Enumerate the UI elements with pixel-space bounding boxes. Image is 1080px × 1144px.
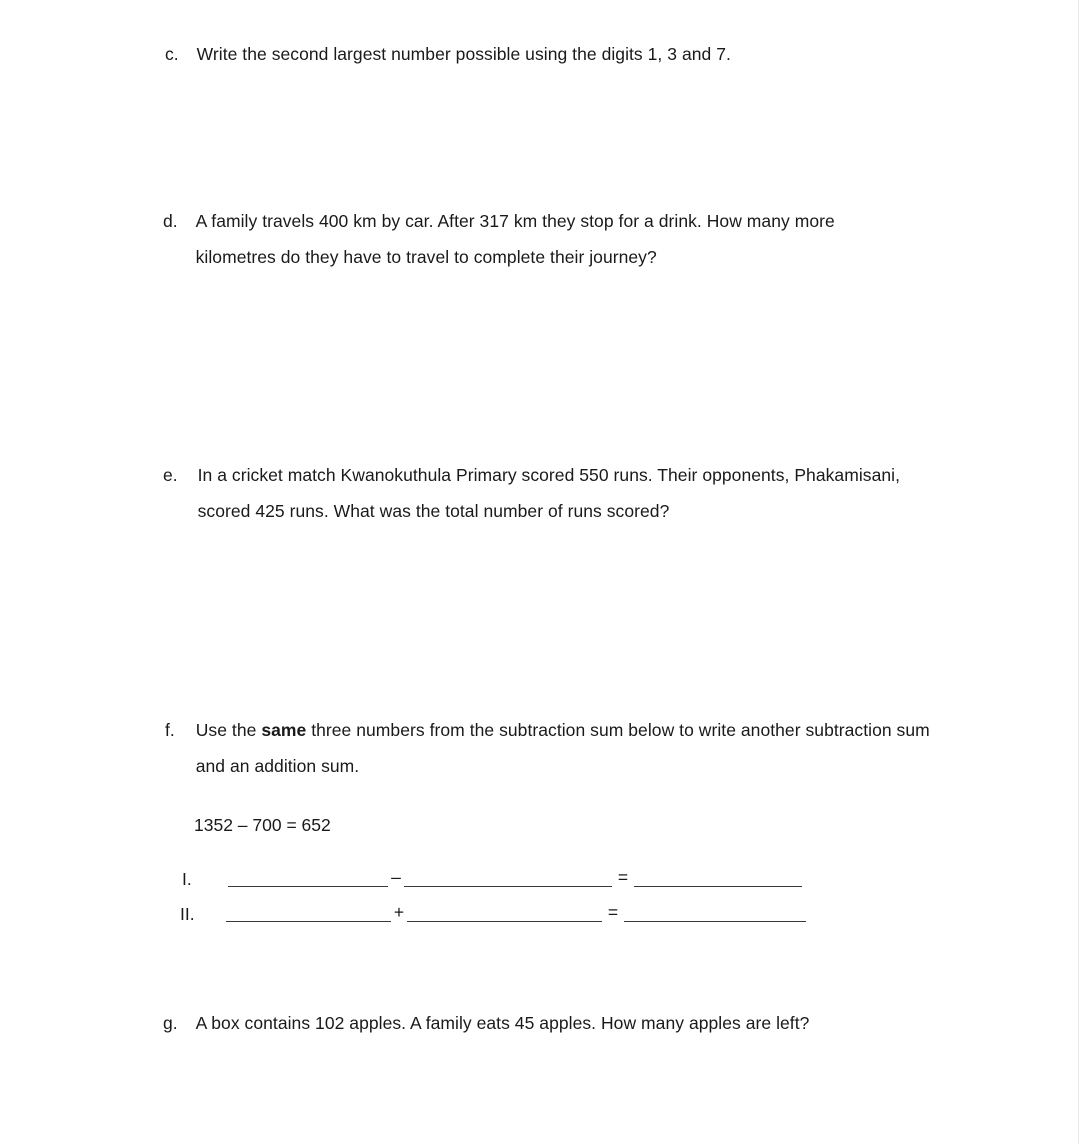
fill-row-i — [182, 868, 802, 890]
question-e-text: In a cricket match Kwanokuthula Primary scored 550 runs. Their opponents, Phakamisani, scored 425 runs. What was the total number of runs scored? — [197, 465, 900, 521]
fill-row-ii-blank-2[interactable] — [407, 905, 602, 922]
question-d-marker: d. — [163, 211, 178, 231]
question-g-marker: g. — [163, 1013, 178, 1033]
question-g-text: A box contains 102 apples. A family eats 45 apples. How many apples are left? — [195, 1013, 810, 1033]
question-e — [163, 457, 935, 529]
question-f — [165, 712, 950, 784]
question-c-text: Write the second largest number possible using the digits 1, 3 and 7. — [196, 44, 731, 64]
fill-row-i-numeral: I. — [182, 869, 192, 889]
fill-row-ii-blank-1[interactable] — [226, 905, 391, 922]
question-f-marker: f. — [165, 720, 175, 740]
question-e-marker: e. — [163, 465, 178, 485]
question-d-text: A family travels 400 km by car. After 317 km they stop for a drink. How many more kilometres do they have to travel to complete their journey? — [195, 211, 835, 267]
question-f-text-before-bold: Use the — [195, 720, 262, 740]
fill-row-i-operator: – — [391, 867, 401, 887]
fill-row-ii-equals: = — [607, 902, 619, 922]
fill-row-i-blank-3[interactable] — [634, 870, 802, 887]
page-edge-rule — [1078, 0, 1079, 1144]
fill-row-ii-operator: + — [393, 902, 405, 922]
fill-row-i-equals: = — [617, 867, 629, 887]
question-c — [165, 36, 955, 72]
question-f-bold-word: same — [261, 720, 307, 740]
question-d — [163, 203, 878, 275]
fill-row-ii — [180, 903, 806, 925]
question-f-text-after-bold: three numbers from the subtraction sum below to write another subtraction sum and an addition sum. — [195, 720, 930, 776]
fill-row-ii-numeral: II. — [180, 904, 195, 924]
question-c-marker: c. — [165, 44, 179, 64]
fill-row-ii-blank-3[interactable] — [624, 905, 806, 922]
question-f-text — [196, 712, 950, 784]
question-f-given-equation: 1352 – 700 = 652 — [194, 815, 331, 835]
fill-row-i-blank-1[interactable] — [228, 870, 388, 887]
question-g — [163, 1005, 923, 1041]
fill-row-i-blank-2[interactable] — [404, 870, 612, 887]
